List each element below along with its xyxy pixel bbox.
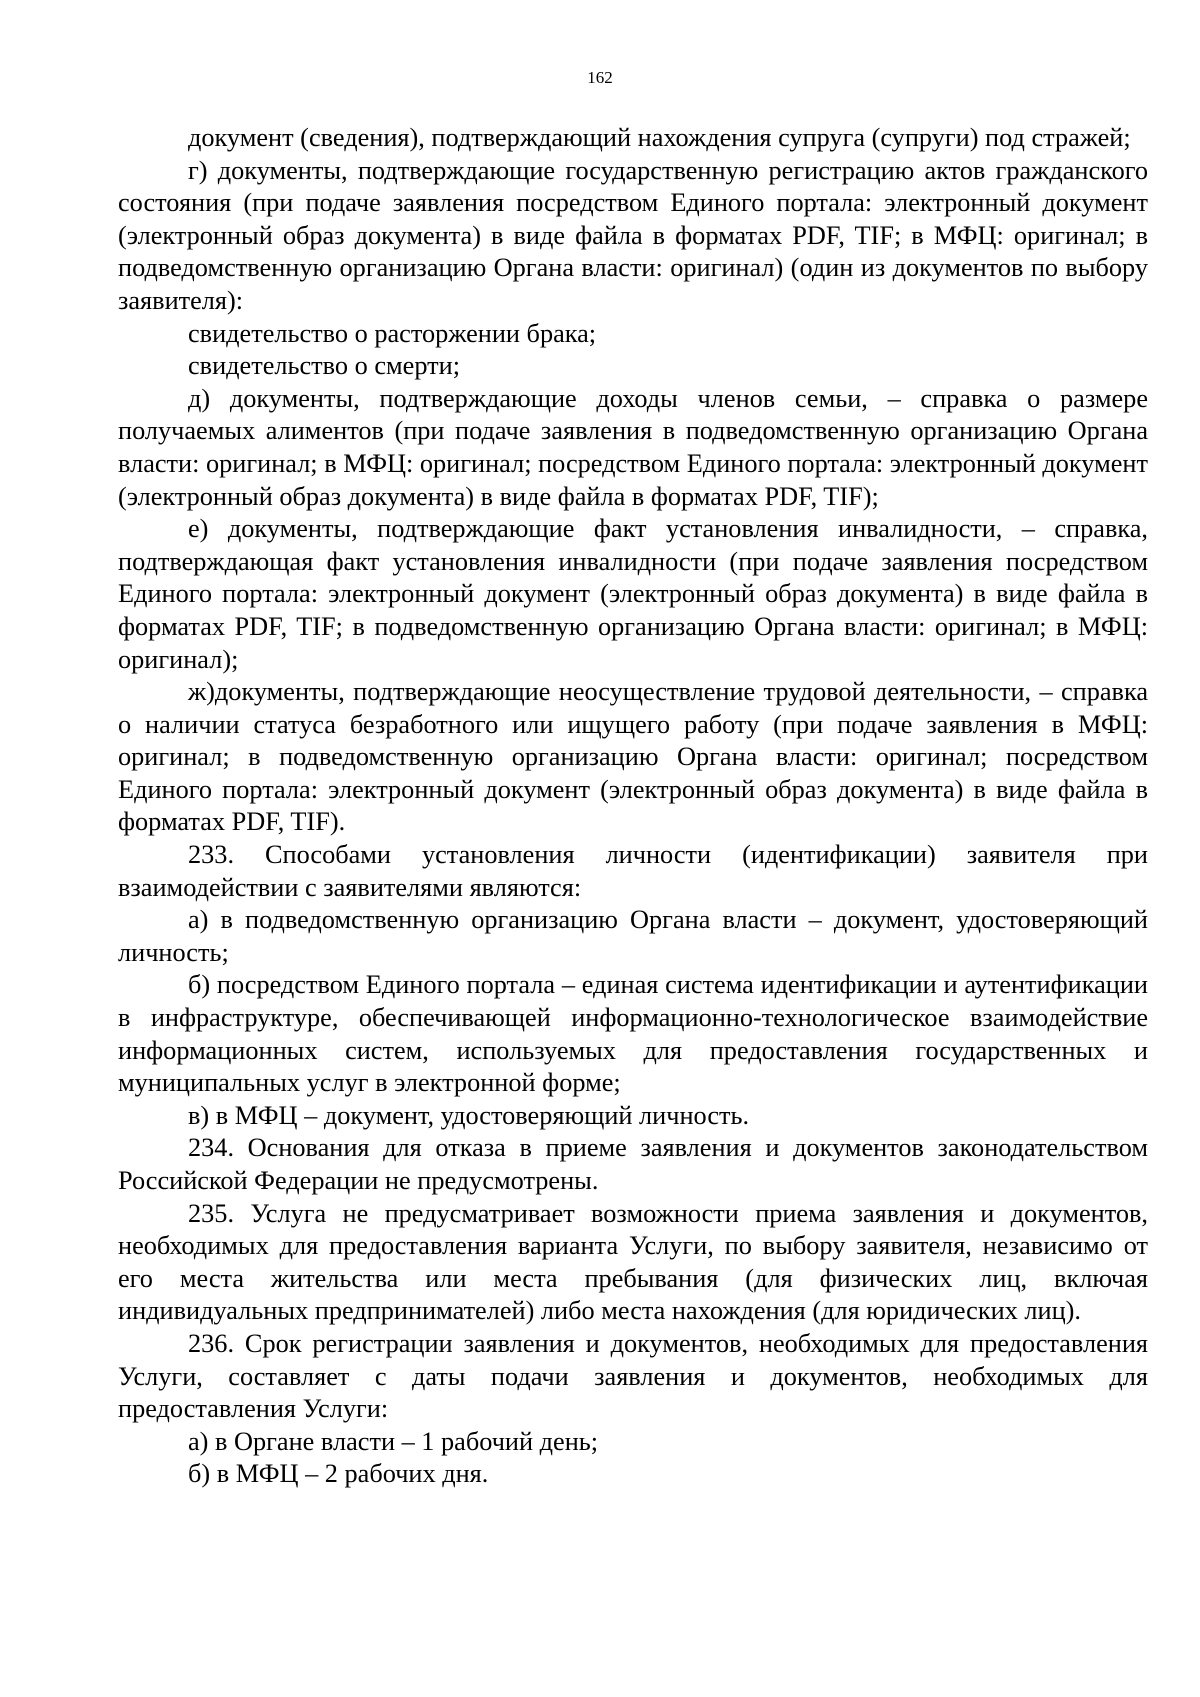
paragraph: 235. Услуга не предусматривает возможности приема заявления и документов, необходимых для предоставления варианта Услуги, по выбору заявителя, независимо от его места жительства или места пребывания (для физических лиц, включая индивидуальных предпринимателей) либо места нахождения (для юридических лиц).: [118, 1198, 1148, 1326]
paragraph: а) в подведомственную организацию Органа власти – документ, удостоверяющий личность;: [118, 905, 1148, 967]
paragraph: д) документы, подтверждающие доходы членов семьи, – справка о размере получаемых алиментов (при подаче заявления в подведомственную организацию Органа власти: оригинал; в МФЦ: оригинал; посредством Единого портала: электронный документ (электронный образ документа) в виде файла в форматах PDF, TIF);: [118, 383, 1148, 511]
paragraph: 236. Срок регистрации заявления и документов, необходимых для предоставления Услуги, составляет с даты подачи заявления и документов, необходимых для предоставления Услуги:: [118, 1328, 1148, 1424]
paragraph: документ (сведения), подтверждающий нахождения супруга (супруги) под стражей;: [188, 123, 1131, 152]
paragraph: г) документы, подтверждающие государственную регистрацию актов гражданского состояния (при подаче заявления посредством Единого портала: электронный документ (электронный образ документа) в виде файла в форматах PDF, TIF; в МФЦ: оригинал; в подведомственную организацию Органа власти: оригинал) (один из документов по выбору заявителя):: [118, 155, 1148, 315]
paragraph: а) в Органе власти – 1 рабочий день;: [188, 1426, 599, 1456]
document-body: [118, 122, 1148, 1491]
paragraph: б) посредством Единого портала – единая система идентификации и аутентификации в инфраструктуре, обеспечивающей информационно-технологическое взаимодействие информационных систем, используемых для предоставления государственных и муниципальных услуг в электронной форме;: [118, 970, 1148, 1098]
paragraph: е) документы, подтверждающие факт установления инвалидности, – справка, подтверждающая факт установления инвалидности (при подаче заявления посредством Единого портала: электронный документ (электронный образ документа) в виде файла в форматах PDF, TIF; в подведомственную организацию Органа власти: оригинал; в МФЦ: оригинал);: [118, 514, 1148, 674]
paragraph: ж)документы, подтверждающие неосуществление трудовой деятельности, – справка о наличии статуса безработного или ищущего работу (при подаче заявления в МФЦ: оригинал; в подведомственную организацию Органа власти: оригинал; посредством Единого портала: электронный документ (электронный образ документа) в виде файла в форматах PDF, TIF).: [118, 677, 1148, 837]
paragraph: свидетельство о смерти;: [188, 351, 460, 381]
paragraph: в) в МФЦ – документ, удостоверяющий личность.: [188, 1100, 750, 1130]
paragraph: свидетельство о расторжении брака;: [188, 318, 597, 348]
paragraph: 233. Способами установления личности (идентификации) заявителя при взаимодействии с заявителями являются:: [118, 840, 1148, 902]
paragraph: 234. Основания для отказа в приеме заявления и документов законодательством Российской Федерации не предусмотрены.: [118, 1133, 1148, 1195]
page-number: 162: [587, 68, 613, 87]
paragraph: б) в МФЦ – 2 рабочих дня.: [188, 1459, 489, 1489]
